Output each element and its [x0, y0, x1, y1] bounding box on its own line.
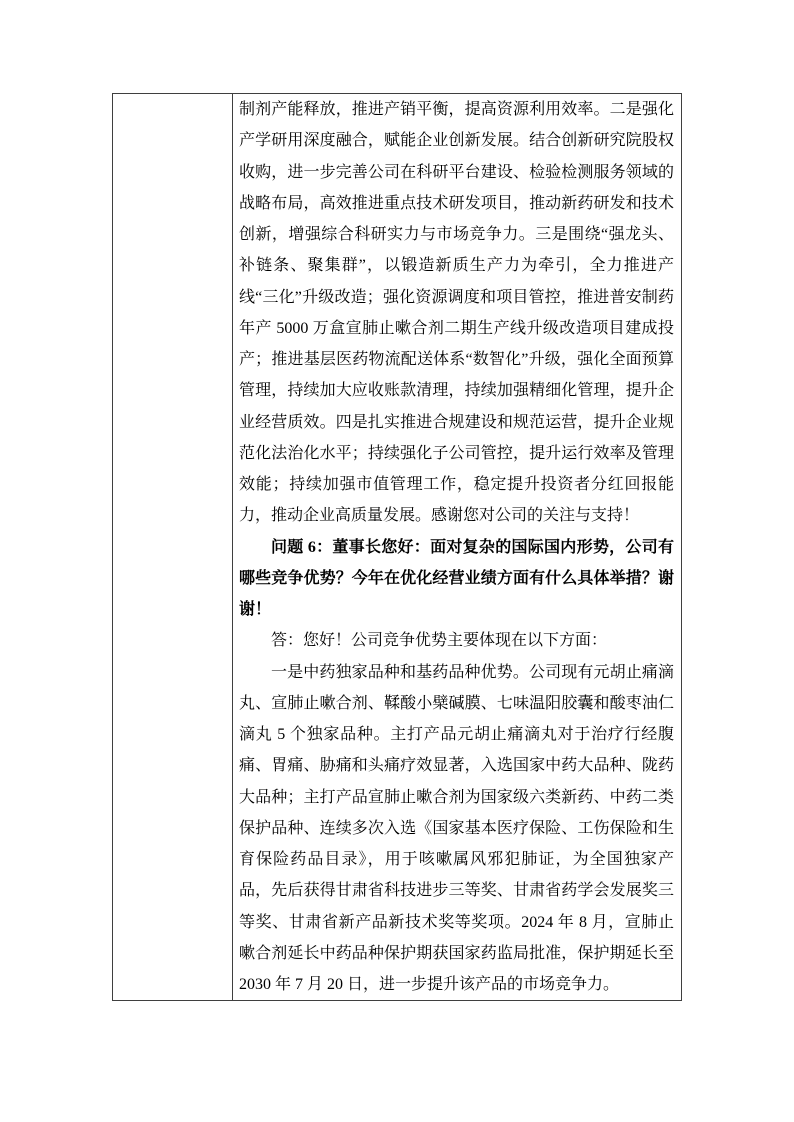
- answer-paragraph: 答：您好！公司竞争优势主要体现在以下方面：: [271, 632, 608, 650]
- table-label-cell: [113, 94, 233, 1000]
- answer-paragraph: 制剂产能释放，推进产销平衡，提高资源利用效率。二是强化产学研用深度融合，赋能企业创新发展。结合创新研究院股权收购，进一步完善公司在科研平台建设、检验检测服务领域的战略布局，高效推进重点技术研发项目，推动新药研发和技术创新，增强综合科研实力与市场竞争力。三是围绕“强龙头、补链条、聚集群”，以锻造新质生产力为牵引，全力推进产线“三化”升级改造；强化资源调度和项目管控，推进普安制药年产 5000 万盒宣肺止嗽合剂二期生产线升级改造项目建成投产；推进基层医药物流配送体系“数智化”升级，强化全面预算管理，持续加大应收账款清理，持续加强精细化管理，提升企业经营质效。四是扎实推进合规建设和规范运营，提升企业规范化法治化水平；持续强化子公司管控，提升运行效率及管理效能；持续加强市值管理工作，稳定提升投资者分红回报能力，推动企业高质量发展。感谢您对公司的关注与支持！: [239, 101, 674, 525]
- qa-table: [112, 93, 682, 1001]
- table-content-cell: [233, 94, 681, 1000]
- question-paragraph: 问题 6：董事长您好：面对复杂的国际国内形势，公司有哪些竞争优势？今年在优化经营业绩方面有什么具体举措？谢谢！: [239, 538, 674, 618]
- answer-paragraph: 一是中药独家品种和基药品种优势。公司现有元胡止痛滴丸、宣肺止嗽合剂、鞣酸小檗碱膜、七味温阳胶囊和酸枣油仁滴丸 5 个独家品种。主打产品元胡止痛滴丸对于治疗行经腹痛、胃痛、胁痛和头痛疗效显著，入选国家中药大品种、陇药大品种；主打产品宣肺止嗽合剂为国家级六类新药、中药二类保护品种、连续多次入选《国家基本医疗保险、工伤保险和生育保险药品目录》，用于咳嗽属风邪犯肺证，为全国独家产品，先后获得甘肃省科技进步三等奖、甘肃省药学会发展奖三等奖、甘肃省新产品新技术奖等奖项。2024 年 8 月，宣肺止嗽合剂延长中药品种保护期获国家药监局批准，保护期延长至 2030 年 7 月 20 日，进一步提升该产品的市场竞争力。: [239, 663, 674, 993]
